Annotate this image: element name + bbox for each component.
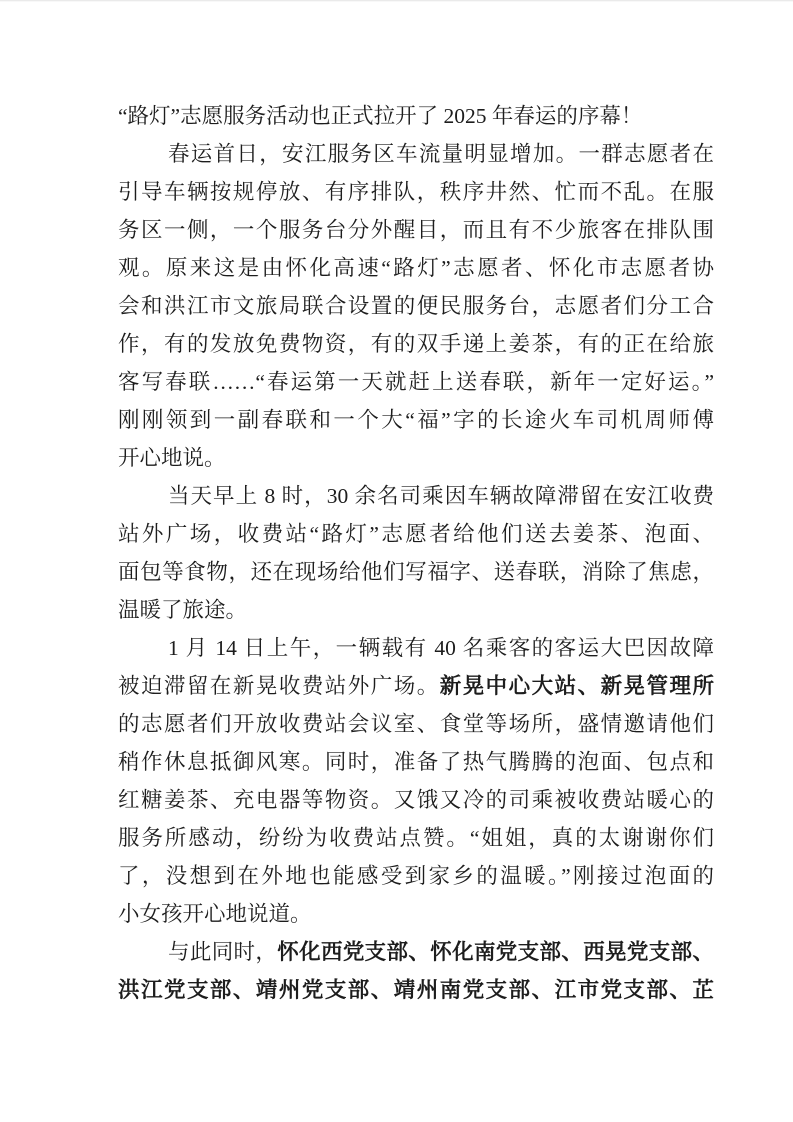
- text-segment: 春运首日，安江服务区车流量明显增加。一群志愿者在: [168, 142, 714, 166]
- text-line: [118, 249, 714, 287]
- text-segment: 当天早上 8 时，30 余名司乘因车辆故障滞留在安江收费: [168, 484, 714, 508]
- text-segment: “路灯”志愿服务活动也正式拉开了 2025 年春运的序幕！: [118, 104, 643, 128]
- text-segment: 被迫滞留在新晃收费站外广场。: [118, 674, 440, 698]
- text-segment: 小女孩开心地说道。: [118, 902, 312, 926]
- text-segment: 服务所感动，纷纷为收费站点赞。“姐姐，真的太谢谢你们: [118, 826, 714, 850]
- text-line: [118, 971, 714, 1009]
- text-segment: 了，没想到在外地也能感受到家乡的温暖。”刚接过泡面的: [118, 864, 714, 888]
- text-line: [118, 857, 714, 895]
- text-line: [118, 933, 714, 971]
- text-segment: 与此同时，: [168, 940, 278, 964]
- text-segment: 引导车辆按规停放、有序排队，秩序井然、忙而不乱。在服: [118, 180, 714, 204]
- text-line: [118, 553, 714, 591]
- text-line: [118, 781, 714, 819]
- text-segment: 红糖姜茶、充电器等物资。又饿又冷的司乘被收费站暖心的: [118, 788, 714, 812]
- page-top-edge: [0, 0, 793, 2]
- text-line: [118, 97, 714, 135]
- text-segment: 1 月 14 日上午，一辆载有 40 名乘客的客运大巴因故障: [168, 636, 714, 660]
- text-line: [118, 439, 714, 477]
- text-line: [118, 135, 714, 173]
- bold-text-segment: 洪江党支部、靖州党支部、靖州南党支部、江市党支部、芷: [118, 978, 714, 1002]
- text-line: [118, 705, 714, 743]
- bold-text-segment: 怀化西党支部、怀化南党支部、西晃党支部、: [277, 940, 714, 964]
- text-segment: 的志愿者们开放收费站会议室、食堂等场所，盛情邀请他们: [118, 712, 714, 736]
- text-line: [118, 363, 714, 401]
- text-segment: 客写春联……“春运第一天就赶上送春联，新年一定好运。”: [118, 370, 714, 394]
- text-line: [118, 743, 714, 781]
- text-segment: 面包等食物，还在现场给他们写福字、送春联，消除了焦虑，: [118, 560, 714, 584]
- text-line: [118, 401, 714, 439]
- text-segment: 刚刚领到一副春联和一个大“福”字的长途火车司机周师傅: [118, 408, 714, 432]
- text-line: [118, 629, 714, 667]
- bold-text-segment: 新晃中心大站、新晃管理所: [439, 674, 714, 698]
- text-segment: 会和洪江市文旅局联合设置的便民服务台，志愿者们分工合: [118, 294, 714, 318]
- text-segment: 稍作休息抵御风寒。同时，准备了热气腾腾的泡面、包点和: [118, 750, 714, 774]
- text-line: [118, 325, 714, 363]
- text-segment: 务区一侧，一个服务台分外醒目，而且有不少旅客在排队围: [118, 218, 714, 242]
- text-line: [118, 287, 714, 325]
- text-line: [118, 667, 714, 705]
- text-line: [118, 819, 714, 857]
- text-segment: 观。原来这是由怀化高速“路灯”志愿者、怀化市志愿者协: [118, 256, 714, 280]
- text-line: [118, 173, 714, 211]
- text-line: [118, 591, 714, 629]
- text-line: [118, 515, 714, 553]
- text-segment: 温暖了旅途。: [118, 598, 248, 622]
- text-line: [118, 211, 714, 249]
- text-line: [118, 477, 714, 515]
- document-content: [118, 97, 714, 1009]
- text-line: [118, 895, 714, 933]
- text-segment: 站外广场，收费站“路灯”志愿者给他们送去姜茶、泡面、: [118, 522, 714, 546]
- text-segment: 作，有的发放免费物资，有的双手递上姜茶，有的正在给旅: [118, 332, 714, 356]
- text-segment: 开心地说。: [118, 446, 226, 470]
